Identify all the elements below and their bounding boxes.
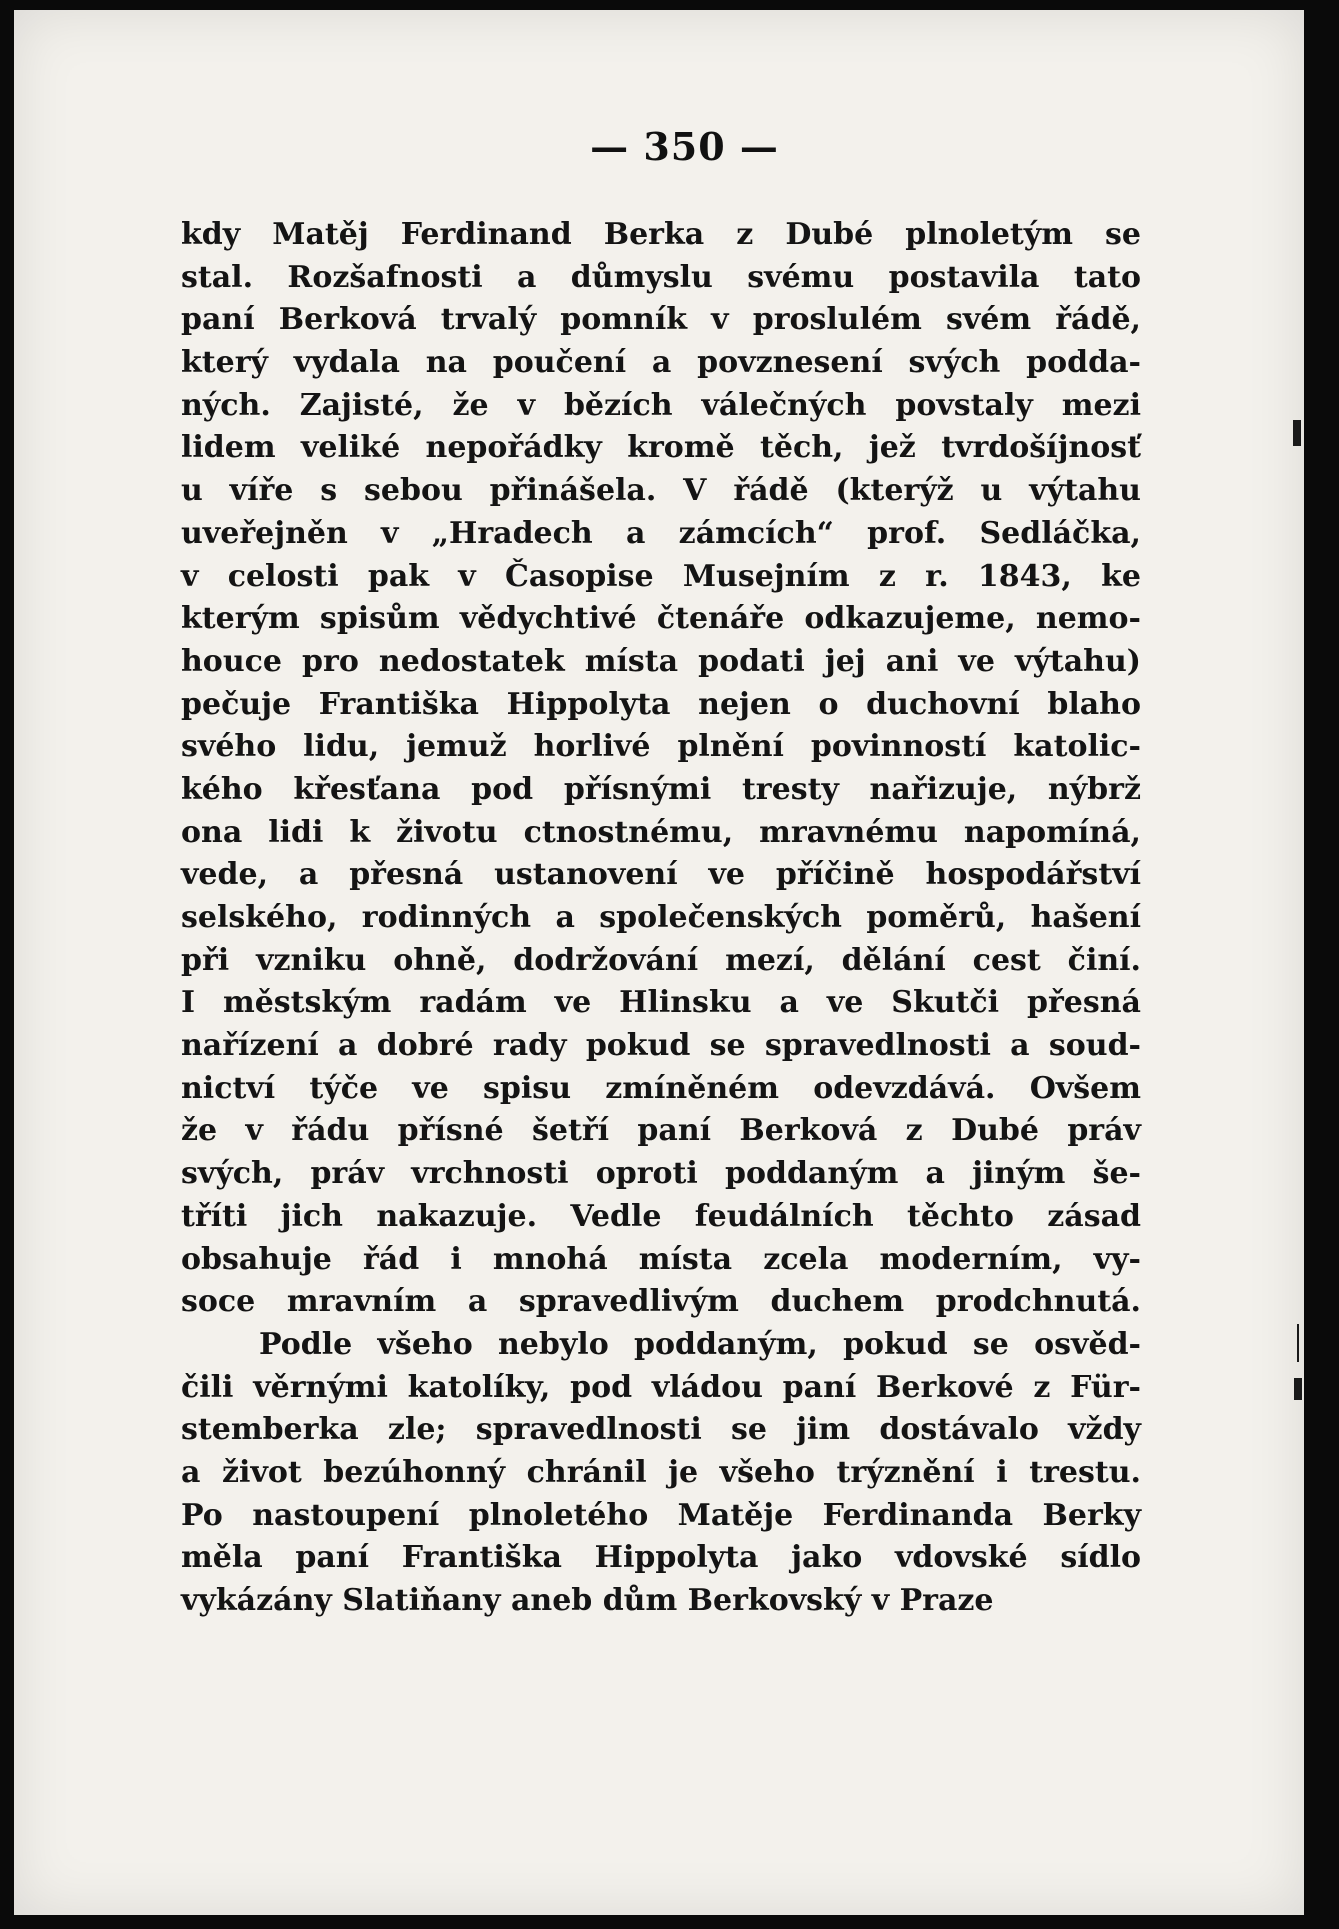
text-line: svých, práv vrchnosti oproti poddaným a jiným še- bbox=[181, 1156, 1141, 1192]
text-line: stal. Rozšafnosti a důmyslu svému postavila tato bbox=[181, 259, 1141, 295]
text-line: ona lidi k životu ctnostnému, mravnému napomíná, bbox=[181, 814, 1141, 850]
text-line: že v řádu přísné šetří paní Berková z Dubé práv bbox=[181, 1113, 1141, 1149]
text-line: Podle všeho nebylo poddaným, pokud se osvěd- bbox=[259, 1326, 1141, 1362]
edge-mark-2 bbox=[1294, 1378, 1302, 1400]
text-line: kdy Matěj Ferdinand Berka z Dubé plnoletým se bbox=[181, 217, 1141, 252]
text-line: obsahuje řád i mnohá místa zcela moderním, vy- bbox=[181, 1241, 1141, 1277]
text-line: paní Berková trvalý pomník v proslulém svém řádě, bbox=[181, 302, 1141, 338]
text-line: kterým spisům vědychtivé čtenáře odkazujeme, nemo- bbox=[181, 601, 1141, 637]
text-line: a život bezúhonný chránil je všeho trýznění i trestu. bbox=[181, 1454, 1141, 1490]
text-line: houce pro nedostatek místa podati jej ani ve výtahu) bbox=[181, 643, 1141, 679]
text-line: selského, rodinných a společenských poměrů, hašení bbox=[181, 900, 1141, 935]
text-line: u víře s sebou přinášela. V řádě (kterýž u výtahu bbox=[181, 473, 1141, 509]
edge-mark-1 bbox=[1293, 420, 1301, 446]
text-line: vede, a přesná ustanovení ve příčině hospodářství bbox=[181, 857, 1141, 893]
text-line: ných. Zajisté, že v bězích válečných povstaly mezi bbox=[181, 387, 1141, 423]
text-line: v celosti pak v Časopise Musejním z r. 1843, ke bbox=[181, 558, 1141, 594]
text-line: při vzniku ohně, dodržování mezí, dělání cest činí. bbox=[181, 942, 1141, 978]
body-text bbox=[181, 214, 1141, 1623]
text-line: uveřejněn v „Hradech a zámcích“ prof. Sedláčka, bbox=[181, 515, 1141, 551]
text-line: lidem veliké nepořádky kromě těch, jež tvrdošíjnosť bbox=[181, 430, 1141, 466]
text-line: I městským radám ve Hlinsku a ve Skutči přesná bbox=[181, 985, 1141, 1021]
text-line: Po nastoupení plnoletého Matěje Ferdinanda Berky bbox=[181, 1497, 1141, 1533]
text-line: měla paní Františka Hippolyta jako vdovské sídlo bbox=[181, 1540, 1141, 1576]
text-line: čili věrnými katolíky, pod vládou paní Berkové z Für- bbox=[181, 1369, 1141, 1405]
text-line: kého křesťana pod přísnými tresty nařizuje, nýbrž bbox=[181, 771, 1141, 807]
text-line: stemberka zle; spravedlnosti se jim dostávalo vždy bbox=[181, 1412, 1141, 1448]
text-line: tříti jich nakazuje. Vedle feudálních těchto zásad bbox=[181, 1198, 1141, 1234]
text-line: nictví týče ve spisu zmíněném odevzdává. Ovšem bbox=[181, 1070, 1141, 1106]
text-line: vykázány Slatiňany aneb dům Berkovský v Praze bbox=[181, 1583, 994, 1618]
page-number: — 350 — bbox=[590, 124, 779, 169]
text-line: nařízení a dobré rady pokud se spravedlnosti a soud- bbox=[181, 1028, 1141, 1064]
text-line: soce mravním a spravedlivým duchem prodchnutá. bbox=[181, 1284, 1141, 1320]
text-line: který vydala na poučení a povznesení svých podda- bbox=[181, 345, 1141, 381]
text-line: svého lidu, jemuž horlivé plnění povinností katolic- bbox=[181, 729, 1141, 765]
edge-mark-3 bbox=[1297, 1324, 1299, 1362]
text-line: pečuje Františka Hippolyta nejen o duchovní blaho bbox=[181, 686, 1141, 722]
